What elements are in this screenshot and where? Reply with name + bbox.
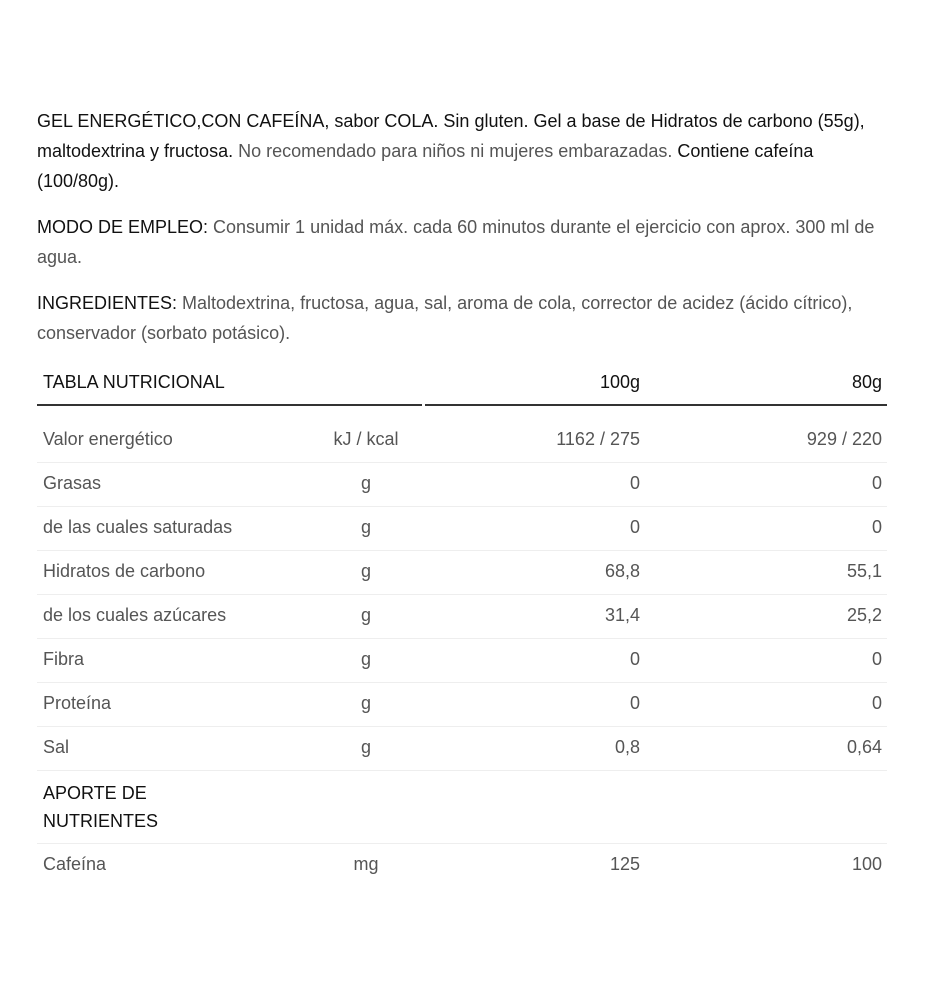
value-100g: 1162 / 275	[556, 429, 640, 449]
table-row	[37, 844, 887, 887]
section-row	[37, 771, 887, 844]
ingredients-paragraph	[37, 288, 897, 348]
table-row	[37, 683, 887, 727]
value-80g: 0	[871, 693, 882, 713]
description-caffeine: Contiene cafeína (100/80g).	[37, 141, 814, 191]
header-underline	[425, 404, 887, 406]
row-label: Grasas	[43, 473, 102, 493]
nutrition-table	[37, 419, 887, 887]
value-80g: 0,64	[846, 737, 882, 757]
table-row	[37, 595, 887, 639]
row-label: Cafeína	[43, 854, 107, 874]
row-label: Valor energético	[43, 429, 173, 449]
table-row	[37, 551, 887, 595]
table-row	[37, 639, 887, 683]
usage-label: MODO DE EMPLEO:	[37, 217, 209, 237]
row-label: Fibra	[43, 649, 85, 669]
table-row	[37, 463, 887, 507]
table-row	[37, 419, 887, 463]
value-100g: 31,4	[604, 605, 640, 625]
value-80g: 100	[851, 854, 882, 874]
value-80g: 0	[871, 473, 882, 493]
row-unit: g	[360, 517, 371, 537]
row-unit: g	[360, 649, 371, 669]
row-label: Hidratos de carbono	[43, 561, 206, 581]
usage-text: Consumir 1 unidad máx. cada 60 minutos durante el ejercicio con aprox. 300 ml de agua.	[37, 217, 875, 267]
value-80g: 25,2	[846, 605, 882, 625]
table-row	[37, 507, 887, 551]
value-80g: 0	[871, 649, 882, 669]
ingredients-label: INGREDIENTES:	[37, 293, 178, 313]
row-label: Sal	[43, 737, 70, 757]
value-80g: 929 / 220	[806, 429, 882, 449]
value-80g: 55,1	[846, 561, 882, 581]
usage-paragraph	[37, 212, 897, 272]
table-title: TABLA NUTRICIONAL	[43, 372, 225, 392]
value-100g: 0	[629, 649, 640, 669]
header-underline	[37, 404, 422, 406]
description-bold: GEL ENERGÉTICO,CON CAFEÍNA, sabor COLA. Sin gluten. Gel a base de Hidratos de carbono (55g), maltodextrina y fructosa.	[37, 111, 865, 161]
value-100g: 0,8	[614, 737, 640, 757]
row-label: de los cuales azúcares	[43, 605, 227, 625]
row-label: Proteína	[43, 693, 112, 713]
value-100g: 0	[629, 517, 640, 537]
row-unit: g	[360, 737, 371, 757]
value-100g: 68,8	[604, 561, 640, 581]
value-100g: 125	[609, 854, 640, 874]
table-row	[37, 727, 887, 771]
ingredients-text: Maltodextrina, fructosa, agua, sal, aroma de cola, corrector de acidez (ácido cítrico), conservador (sorbato potásico).	[37, 293, 853, 343]
row-unit: mg	[353, 854, 379, 874]
value-80g: 0	[871, 517, 882, 537]
value-100g: 0	[629, 693, 640, 713]
row-unit: g	[360, 693, 371, 713]
row-unit: g	[360, 605, 371, 625]
nutrition-table-header	[37, 368, 887, 400]
column-header-80g: 80g	[851, 372, 882, 392]
column-header-100g: 100g	[599, 372, 640, 392]
row-label: de las cuales saturadas	[43, 517, 233, 537]
row-unit: kJ / kcal	[333, 429, 399, 449]
product-description	[37, 106, 897, 196]
description-warning: No recomendado para niños ni mujeres embarazadas.	[233, 141, 678, 161]
section-title: APORTE DE NUTRIENTES	[43, 783, 159, 831]
row-unit: g	[360, 473, 371, 493]
row-unit: g	[360, 561, 371, 581]
value-100g: 0	[629, 473, 640, 493]
